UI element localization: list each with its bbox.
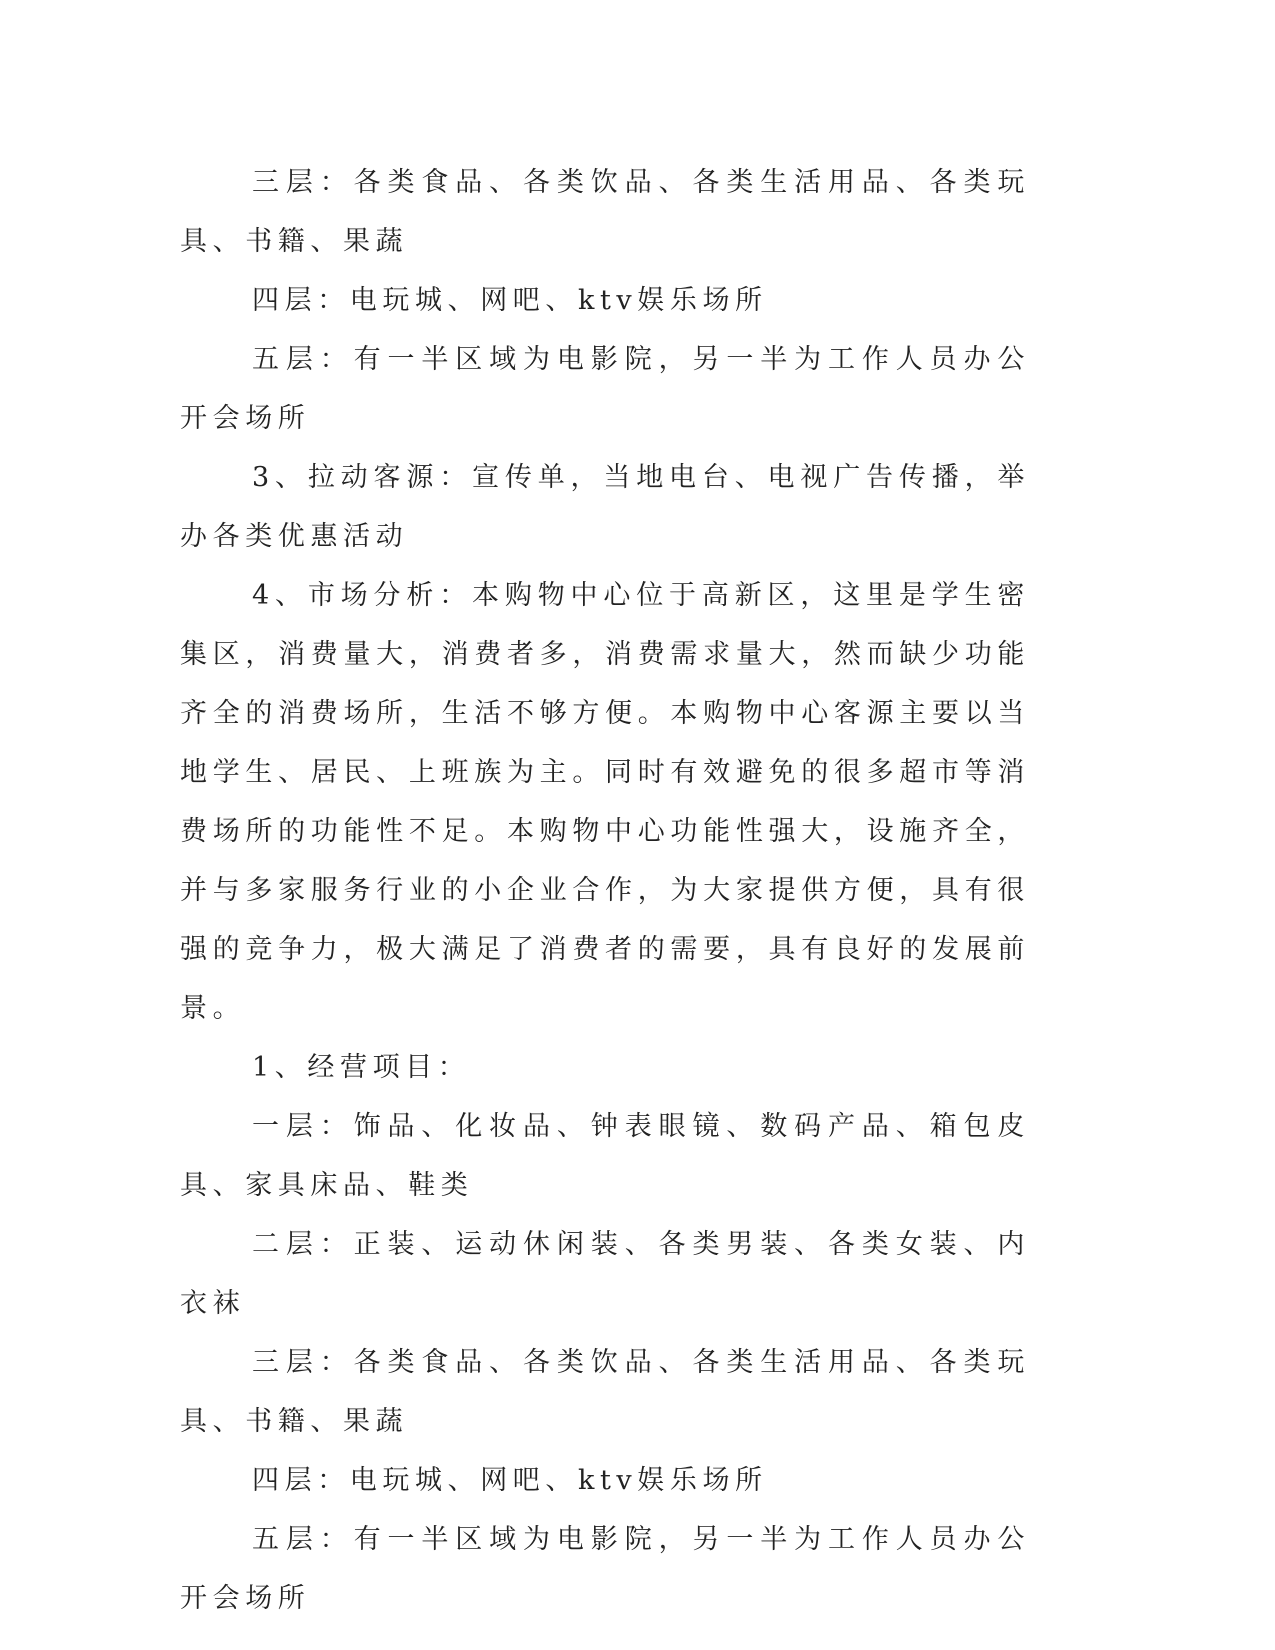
paragraph-floor-4-repeat: 四层：电玩城、网吧、ktv娱乐场所 <box>252 1465 768 1496</box>
paragraph-floor-2: 二层：正装、运动休闲装、各类男装、各类女装、内衣袜 <box>180 1229 1030 1319</box>
paragraph-market-analysis: 4、市场分析：本购物中心位于高新区，这里是学生密集区，消费量大，消费者多，消费需求量大，然而缺少功能齐全的消费场所，生活不够方便。本购物中心客源主要以当地学生、居民、上班族为主。同时有效避免的很多超市等消费场所的功能性不足。本购物中心功能性强大，设施齐全，并与多家服务行业的小企业合作，为大家提供方便，具有很强的竞争力，极大满足了消费者的需要，具有良好的发展前景。 <box>180 580 1030 1024</box>
paragraph-floor-5: 五层：有一半区域为电影院，另一半为工作人员办公开会场所 <box>180 344 1030 434</box>
paragraph-floor-1: 一层：饰品、化妆品、钟表眼镜、数码产品、箱包皮具、家具床品、鞋类 <box>180 1111 1030 1201</box>
paragraph-floor-3: 三层：各类食品、各类饮品、各类生活用品、各类玩具、书籍、果蔬 <box>180 167 1030 257</box>
paragraph-floor-4: 四层：电玩城、网吧、ktv娱乐场所 <box>252 285 768 316</box>
document-body <box>180 153 1030 1628</box>
paragraph-floor-5-repeat: 五层：有一半区域为电影院，另一半为工作人员办公开会场所 <box>180 1524 1030 1614</box>
paragraph-business-items: 1、经营项目： <box>252 1052 471 1083</box>
paragraph-floor-3-repeat: 三层：各类食品、各类饮品、各类生活用品、各类玩具、书籍、果蔬 <box>180 1347 1030 1437</box>
paragraph-attract-customers: 3、拉动客源：宣传单，当地电台、电视广告传播，举办各类优惠活动 <box>180 462 1030 552</box>
